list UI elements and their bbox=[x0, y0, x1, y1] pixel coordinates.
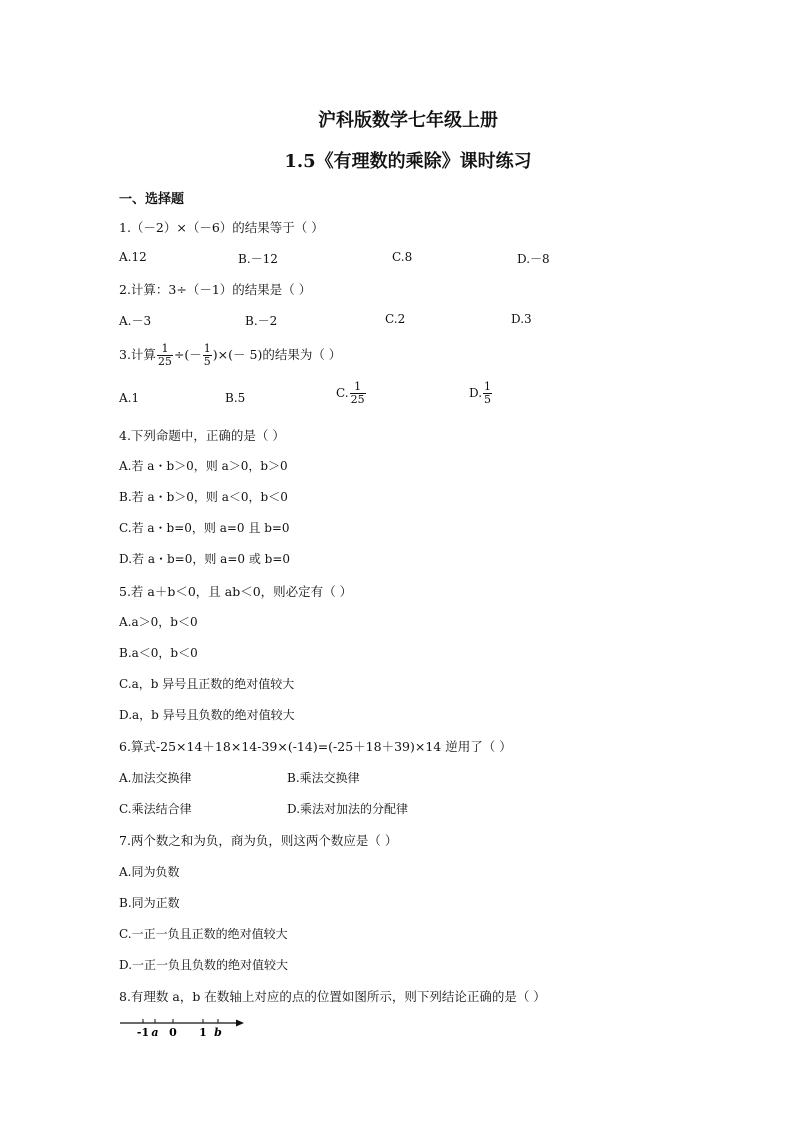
q3-option-d-denominator: 5 bbox=[484, 393, 492, 406]
question-8: 8.有理数 a，b 在数轴上对应的点的位置如图所示，则下列结论正确的是（ ） bbox=[119, 989, 546, 1004]
number-line-label-one: 1 bbox=[199, 1026, 207, 1039]
q7-option-d: D.一正一负且负数的绝对值较大 bbox=[119, 958, 289, 972]
document-title: 沪科版数学七年级上册 bbox=[318, 110, 498, 131]
question-1: 1.（－2）×（－6）的结果等于（ ） bbox=[119, 220, 324, 235]
q3-option-d bbox=[469, 381, 493, 406]
q6-option-b: B.乘法交换律 bbox=[287, 771, 360, 785]
q6-option-a: A.加法交换律 bbox=[119, 771, 192, 785]
q2-option-a: A.－3 bbox=[119, 314, 152, 328]
q3-option-d-label: D. bbox=[469, 386, 483, 400]
q3-fraction-1 bbox=[157, 343, 173, 368]
q3-fraction-2-denominator: 5 bbox=[203, 355, 211, 368]
q3-suffix: )×(－ 5)的结果为（ ） bbox=[212, 347, 342, 362]
q3-option-c-numerator: 1 bbox=[350, 381, 366, 394]
q3-option-c bbox=[336, 381, 367, 406]
number-line-label-minus-one: -1 bbox=[136, 1026, 150, 1039]
q4-option-d: D.若 a・b=0，则 a=0 或 b=0 bbox=[119, 552, 291, 566]
q7-option-a: A.同为负数 bbox=[119, 865, 180, 879]
q7-option-b: B.同为正数 bbox=[119, 896, 180, 910]
q5-option-c: C.a，b 异号且正数的绝对值较大 bbox=[119, 677, 295, 691]
q3-fraction-1-numerator: 1 bbox=[157, 343, 173, 356]
q7-option-c: C.一正一负且正数的绝对值较大 bbox=[119, 927, 288, 941]
document-subtitle: 1.5《有理数的乘除》课时练习 bbox=[284, 151, 532, 172]
question-4: 4.下列命题中，正确的是（ ） bbox=[119, 428, 285, 443]
q1-option-a: A.12 bbox=[119, 250, 147, 264]
q3-fraction-2-numerator: 1 bbox=[203, 342, 211, 355]
question-5: 5.若 a＋b＜0，且 ab＜0，则必定有（ ） bbox=[119, 584, 353, 599]
question-7: 7.两个数之和为负，商为负，则这两个数应是（ ） bbox=[119, 833, 398, 848]
number-line bbox=[118, 1014, 248, 1040]
q3-option-c-denominator: 25 bbox=[350, 393, 365, 406]
q5-option-a: A.a＞0，b＜0 bbox=[119, 615, 198, 629]
q3-prefix: 3.计算 bbox=[119, 347, 156, 362]
number-line-label-point-a: a bbox=[151, 1026, 159, 1039]
q5-option-b: B.a＜0，b＜0 bbox=[119, 646, 198, 660]
q4-option-b: B.若 a・b＞0，则 a＜0，b＜0 bbox=[119, 490, 288, 504]
question-2: 2.计算：3÷（－1）的结果是（ ） bbox=[119, 282, 312, 297]
q3-option-c-fraction bbox=[350, 381, 366, 406]
q2-option-c: C.2 bbox=[385, 312, 406, 326]
section-heading: 一、选择题 bbox=[119, 192, 185, 207]
q1-option-c: C.8 bbox=[392, 250, 413, 264]
q3-option-d-numerator: 1 bbox=[484, 380, 492, 393]
q3-division: ÷(－ bbox=[173, 347, 202, 362]
q2-option-b: B.－2 bbox=[245, 314, 278, 328]
q3-option-a: A.1 bbox=[119, 391, 140, 405]
number-line-arrow bbox=[236, 1020, 244, 1027]
question-6: 6.算式-25×14＋18×14-39×(-14)=(-25＋18＋39)×14 逆用了（ ） bbox=[119, 739, 512, 754]
q2-option-d: D.3 bbox=[511, 312, 532, 326]
question-3 bbox=[119, 343, 341, 368]
q3-fraction-1-denominator: 25 bbox=[157, 355, 172, 368]
q4-option-c: C.若 a・b=0，则 a=0 且 b=0 bbox=[119, 521, 290, 535]
q3-option-c-label: C. bbox=[336, 386, 349, 400]
number-line-label-zero: 0 bbox=[169, 1026, 177, 1039]
q3-option-d-fraction bbox=[483, 381, 492, 406]
number-line-label-point-b: b bbox=[214, 1026, 222, 1039]
q3-fraction-2 bbox=[203, 343, 212, 368]
q5-option-d: D.a，b 异号且负数的绝对值较大 bbox=[119, 708, 295, 722]
q4-option-a: A.若 a・b＞0，则 a＞0，b＞0 bbox=[119, 459, 288, 473]
q6-option-d: D.乘法对加法的分配律 bbox=[287, 802, 409, 816]
q3-option-b: B.5 bbox=[225, 391, 246, 405]
q1-option-d: D.－8 bbox=[517, 252, 550, 266]
q1-option-b: B.－12 bbox=[238, 252, 278, 266]
q6-option-c: C.乘法结合律 bbox=[119, 802, 192, 816]
